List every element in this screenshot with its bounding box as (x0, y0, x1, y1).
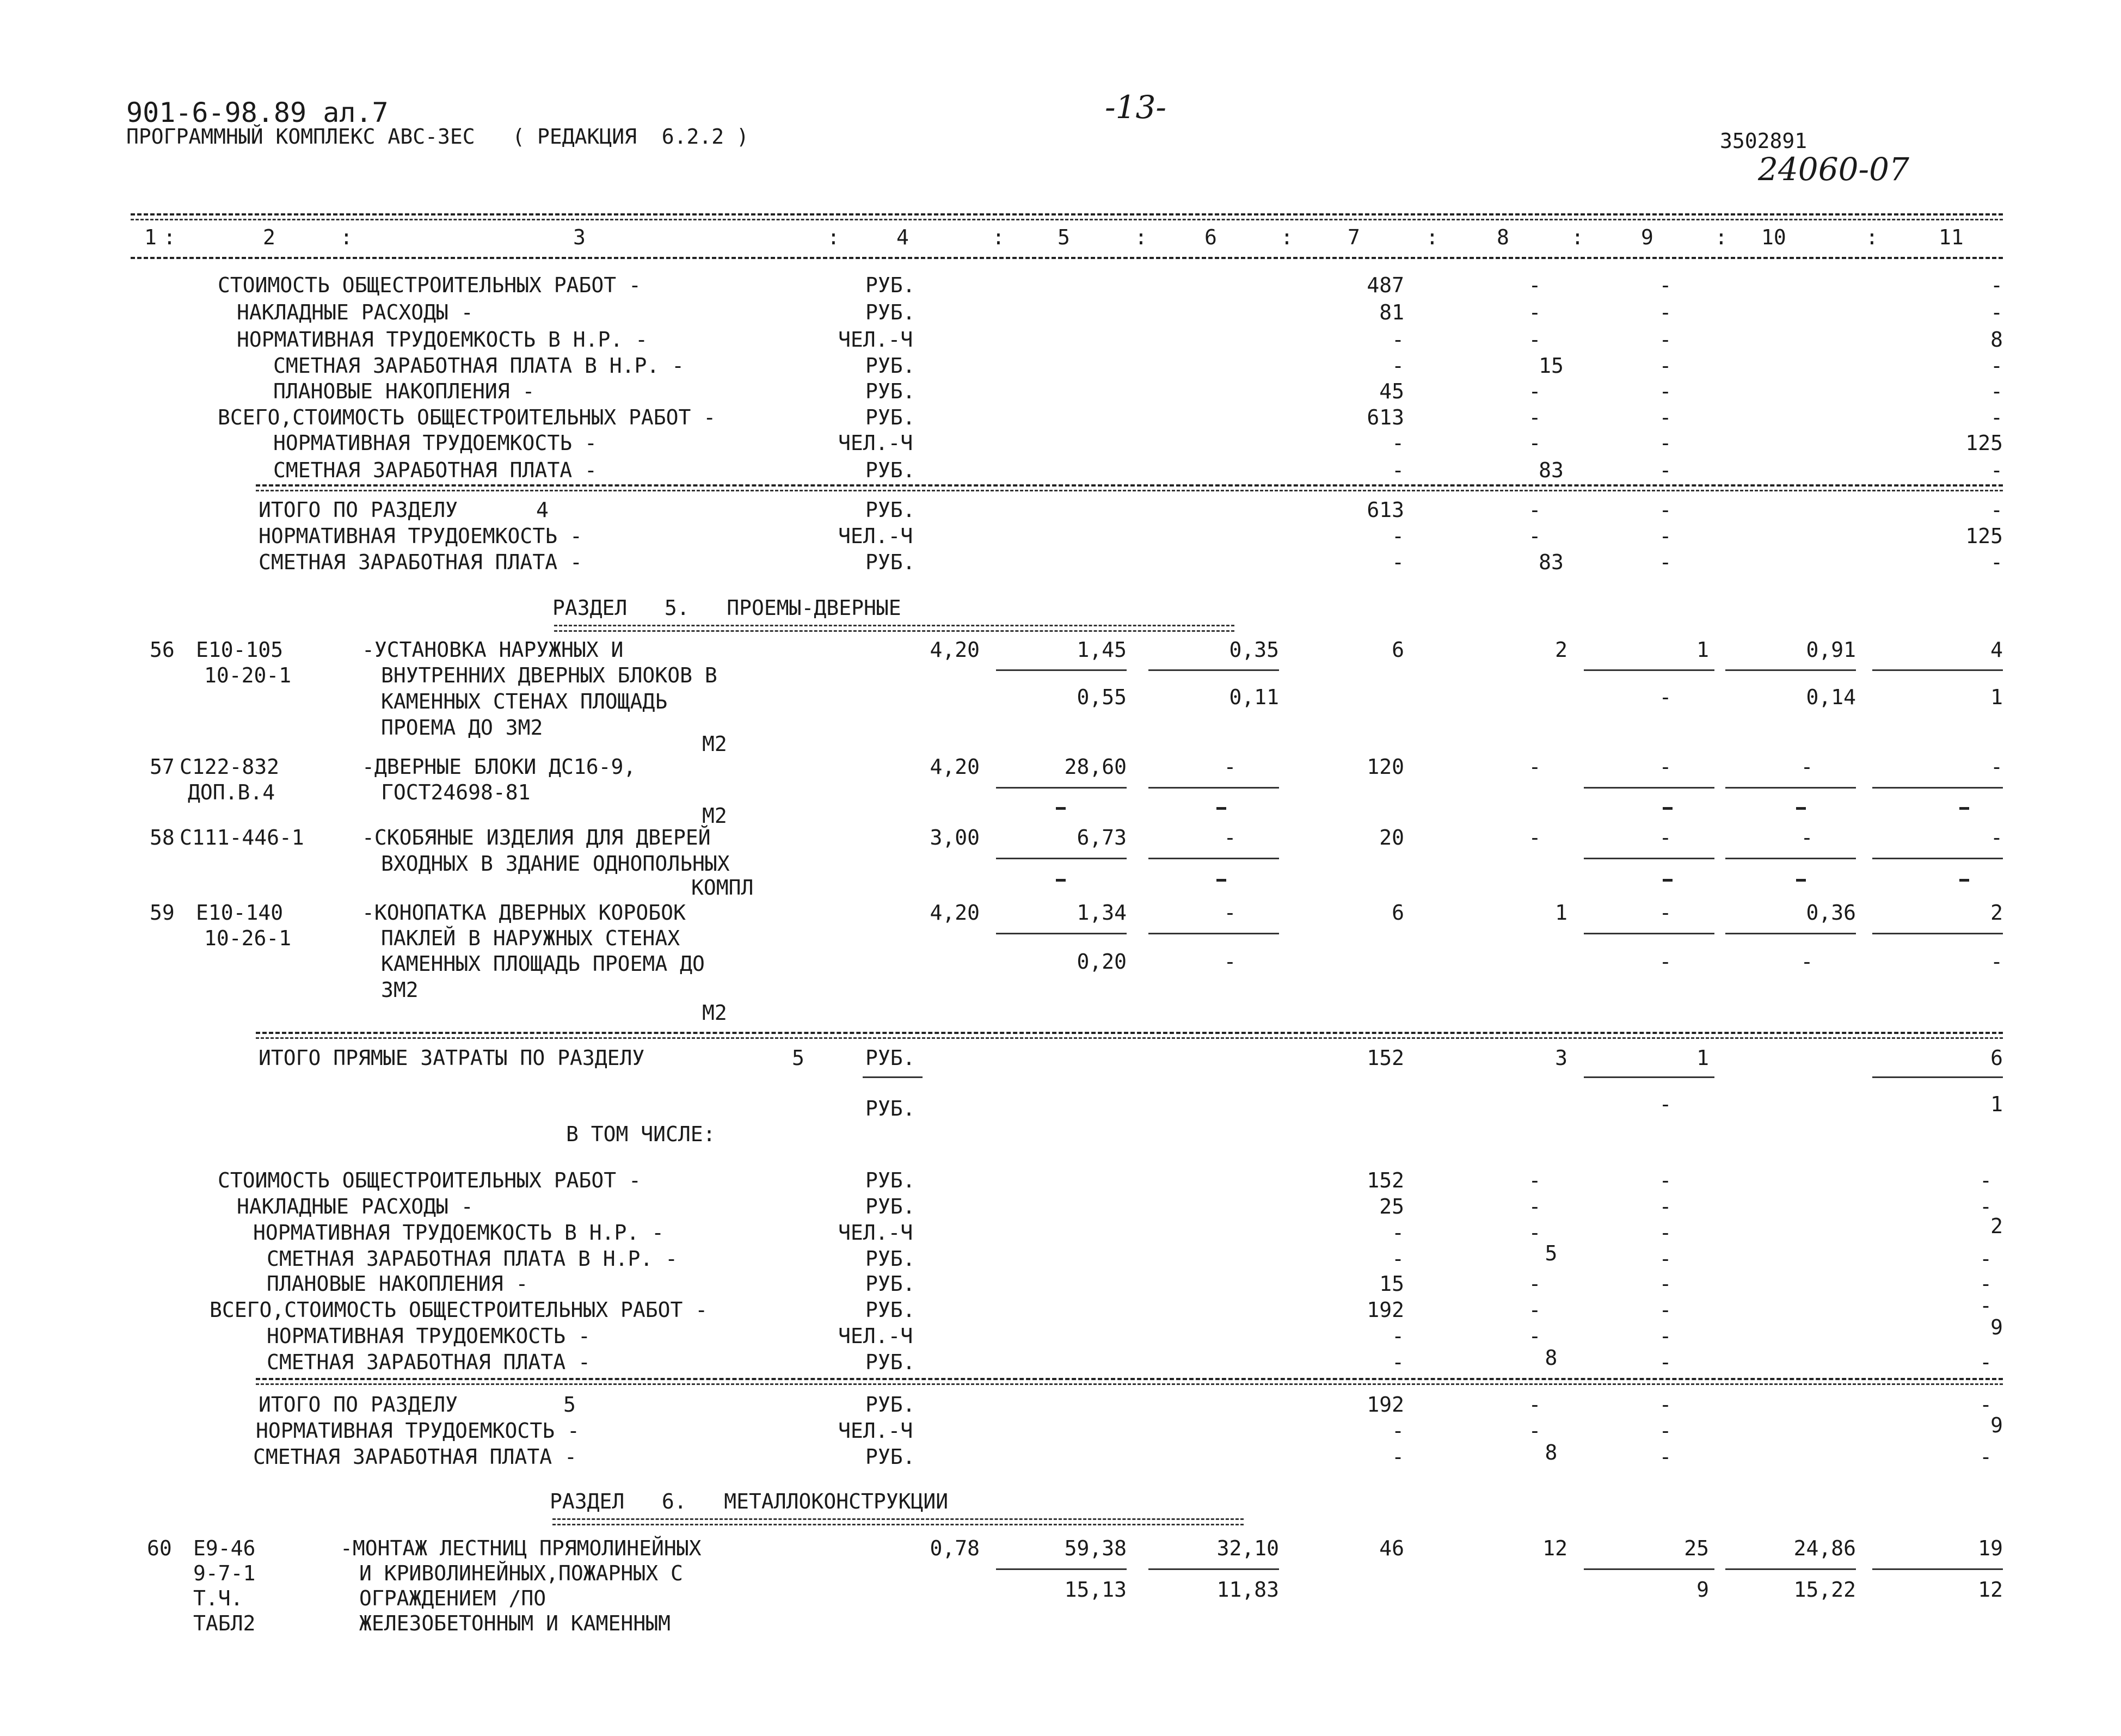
cell-c5: 28,60 (1064, 755, 1127, 779)
row-unit: РУБ. (865, 1298, 915, 1322)
item-text: ЖЕЛЕЗОБЕТОННЫМ И КАМЕННЫМ (359, 1611, 671, 1635)
item-number: 59 (150, 901, 175, 925)
row-label: ВСЕГО,СТОИМОСТЬ ОБЩЕСТРОИТЕЛЬНЫХ РАБОТ - (218, 405, 716, 429)
cell-c10: 24,86 (1793, 1536, 1856, 1560)
doc-code: 901-6-98.89 ал.7 (126, 97, 389, 128)
col-1: 1 (144, 225, 157, 249)
cell-c8: - (1528, 405, 1541, 429)
item-text: КАМЕННЫХ ПЛОЩАДЬ ПРОЕМА ДО (381, 952, 705, 976)
row-unit: РУБ. (865, 1168, 915, 1192)
col-7: 7 (1348, 225, 1360, 249)
cell-c9: - (1659, 1272, 1672, 1296)
cell-c10b: 0,14 (1806, 685, 1856, 709)
section-number: 4 (536, 498, 549, 522)
cell-c8: 15 (1539, 354, 1564, 378)
direct5-top-rule (256, 1032, 2003, 1034)
item-number: 56 (150, 638, 175, 662)
item-code: С122-832 (180, 755, 280, 779)
cell-c6: - (1224, 901, 1237, 925)
row-label: ИТОГО ПРЯМЫЕ ЗАТРАТЫ ПО РАЗДЕЛУ (259, 1046, 645, 1070)
cell-c9: - (1659, 458, 1672, 482)
cell-c9: - (1659, 379, 1672, 403)
cell-c7: 6 (1392, 638, 1404, 662)
cell-c8: - (1528, 1419, 1541, 1443)
including-label: В ТОМ ЧИСЛЕ: (566, 1122, 716, 1146)
cell-c9: - (1659, 755, 1672, 779)
cell-c8: 83 (1539, 458, 1564, 482)
cell-c7: - (1392, 550, 1404, 574)
row-unit: ЧЕЛ.-Ч (838, 1221, 913, 1245)
cell-c11: - (1990, 826, 2003, 849)
cell-c11b: 1 (1990, 685, 2003, 709)
col-2: 2 (263, 225, 275, 249)
row-label: НОРМАТИВНАЯ ТРУДОЕМКОСТЬ - (259, 524, 582, 548)
cell-c8: - (1528, 1393, 1541, 1417)
cell-c8: 2 (1555, 638, 1567, 662)
page-number: -13- (1105, 89, 1166, 126)
item-text: ОГРАЖДЕНИЕМ /ПО (359, 1586, 546, 1610)
item-text: ГОСТ24698-81 (381, 780, 531, 804)
cell-c7: 192 (1367, 1393, 1404, 1417)
cell-c8: - (1528, 1324, 1541, 1348)
cell-c9b: - (1659, 685, 1672, 709)
section6-underline (552, 1518, 1244, 1520)
cell-c8: - (1528, 524, 1541, 548)
row-unit: ЧЕЛ.-Ч (838, 431, 913, 455)
row-label: НАКЛАДНЫЕ РАСХОДЫ - (237, 300, 474, 324)
cell-c9: - (1659, 300, 1672, 324)
cell-c9: - (1659, 273, 1672, 297)
col-5: 5 (1058, 225, 1070, 249)
cell-c8: 12 (1542, 1536, 1567, 1560)
cell-c9: - (1659, 524, 1672, 548)
cell-c7: - (1392, 1221, 1404, 1245)
cell-c9: - (1659, 1393, 1672, 1417)
cell-c5b: 15,13 (1064, 1578, 1127, 1602)
item-code-3: Т.Ч. (193, 1586, 243, 1610)
totals4-top-rule-2 (256, 490, 2003, 491)
cell-c11: 8 (1990, 328, 2003, 352)
cell-c9: - (1659, 1298, 1672, 1322)
cell-c7: 15 (1379, 1272, 1404, 1296)
cell-c9: - (1659, 1195, 1672, 1218)
row-label: ИТОГО ПО РАЗДЕЛУ (259, 498, 458, 522)
item-code-2: 9-7-1 (193, 1561, 256, 1585)
section-number: 5 (792, 1046, 804, 1070)
cell-c7: 120 (1367, 755, 1404, 779)
cell-c11: - (1990, 755, 2003, 779)
cell-c7: 20 (1379, 826, 1404, 849)
col-6: 6 (1204, 225, 1217, 249)
cell-c11b: - (1990, 950, 2003, 974)
cell-c8: - (1528, 1298, 1541, 1322)
cell-c6b: 11,83 (1216, 1578, 1279, 1602)
cell-c7: 45 (1379, 379, 1404, 403)
cell-c9: 1 (1696, 638, 1709, 662)
cell-c11: - (1990, 379, 2003, 403)
row-unit: РУБ. (865, 1445, 915, 1469)
row-label: НОРМАТИВНАЯ ТРУДОЕМКОСТЬ - (256, 1419, 580, 1443)
row-unit: ЧЕЛ.-Ч (838, 524, 913, 548)
table-top-rule (131, 213, 2003, 216)
row-label: НАКЛАДНЫЕ РАСХОДЫ - (237, 1195, 474, 1218)
cell-c7: - (1392, 354, 1404, 378)
cell-c9: 1 (1696, 1046, 1709, 1070)
row-label: СТОИМОСТЬ ОБЩЕСТРОИТЕЛЬНЫХ РАБОТ - (218, 1168, 641, 1192)
cell-c9: - (1659, 354, 1672, 378)
cell-c6: 32,10 (1216, 1536, 1279, 1560)
item-number: 57 (150, 755, 175, 779)
row-label: СМЕТНАЯ ЗАРАБОТНАЯ ПЛАТА В Н.Р. - (267, 1247, 678, 1271)
cell-c10: - (1800, 755, 1813, 779)
cell-c11: 9 (1990, 1413, 2003, 1437)
row-label: ПЛАНОВЫЕ НАКОПЛЕНИЯ - (267, 1272, 528, 1296)
item-number: 58 (150, 826, 175, 849)
cell-c11: 125 (1965, 431, 2003, 455)
cell-c7: - (1392, 1445, 1404, 1469)
item-code-2: 10-26-1 (204, 926, 292, 950)
item-text: -СКОБЯНЫЕ ИЗДЕЛИЯ ДЛЯ ДВЕРЕЙ (362, 826, 711, 849)
cell-c8: - (1528, 1168, 1541, 1192)
cell-c9: 25 (1684, 1536, 1709, 1560)
item-text: ВХОДНЫХ В ЗДАНИЕ ОДНОПОЛЬНЫХ (381, 852, 730, 876)
totals5-top-rule (256, 1378, 2003, 1380)
cell-c8: - (1528, 379, 1541, 403)
header-bottom-rule (131, 257, 2003, 259)
cell-c6b: - (1224, 950, 1237, 974)
program-title: ПРОГРАММНЫЙ КОМПЛЕКС АВС-3ЕС ( РЕДАКЦИЯ 6.2.2 ) (126, 125, 749, 149)
cell-c8: 8 (1545, 1346, 1558, 1370)
cell-c4: 0,78 (930, 1536, 980, 1560)
item-code-4: ТАБЛ2 (193, 1611, 256, 1635)
cell-c8: - (1528, 1195, 1541, 1218)
cell-c11: 9 (1990, 1315, 2003, 1339)
cell-c9b: 9 (1696, 1578, 1709, 1602)
cell-c6: - (1224, 755, 1237, 779)
cell-c11b: 12 (1978, 1578, 2003, 1602)
cell-c9: - (1659, 1419, 1672, 1443)
cell-c7: - (1392, 1350, 1404, 1374)
cell-c11: 2 (1990, 901, 2003, 925)
row-unit: РУБ. (865, 498, 915, 522)
row-label: ВСЕГО,СТОИМОСТЬ ОБЩЕСТРОИТЕЛЬНЫХ РАБОТ - (210, 1298, 708, 1322)
totals5-top-rule-2 (256, 1383, 2003, 1385)
cell-c9: - (1659, 1247, 1672, 1271)
col-11: 11 (1939, 225, 1964, 249)
cell-c4: 3,00 (930, 826, 980, 849)
item-text: ВНУТРЕННИХ ДВЕРНЫХ БЛОКОВ В (381, 663, 717, 687)
cell-c7: 152 (1367, 1046, 1404, 1070)
row-label: ИТОГО ПО РАЗДЕЛУ (259, 1393, 458, 1417)
cell-c11: 19 (1978, 1536, 2003, 1560)
section5-title: РАЗДЕЛ 5. ПРОЕМЫ-ДВЕРНЫЕ (552, 596, 901, 620)
section6-underline-2 (552, 1524, 1244, 1525)
cell-c6: - (1224, 826, 1237, 849)
row-unit: ЧЕЛ.-Ч (838, 1419, 913, 1443)
cell-c7: - (1392, 524, 1404, 548)
cell-c11: - (1990, 550, 2003, 574)
cell-c8: - (1528, 273, 1541, 297)
col-9: 9 (1641, 225, 1653, 249)
row-unit: РУБ. (865, 1350, 915, 1374)
cell-c5: 1,45 (1077, 638, 1127, 662)
cell-c7: 6 (1392, 901, 1404, 925)
cell-c8: - (1528, 1272, 1541, 1296)
item-text: 3М2 (381, 978, 419, 1002)
cell-c9: - (1659, 1168, 1672, 1192)
table-top-rule-2 (131, 219, 2003, 220)
cell-c4: 4,20 (930, 638, 980, 662)
cell-c7: 46 (1379, 1536, 1404, 1560)
item-unit: М2 (702, 732, 727, 756)
item-text: ПРОЕМА ДО 3М2 (381, 716, 543, 740)
cell-c8: - (1528, 826, 1541, 849)
item-code: Е10-140 (196, 901, 284, 925)
cell-c5: 1,34 (1077, 901, 1127, 925)
cell-c8: 8 (1545, 1440, 1558, 1464)
cell-c9b: - (1659, 950, 1672, 974)
item-unit: М2 (702, 804, 727, 828)
item-text: -ДВЕРНЫЕ БЛОКИ ДС16-9, (362, 755, 636, 779)
item-code: Е10-105 (196, 638, 284, 662)
row-label: СТОИМОСТЬ ОБЩЕСТРОИТЕЛЬНЫХ РАБОТ - (218, 273, 641, 297)
cell-c7: - (1392, 1419, 1404, 1443)
section5-underline (554, 625, 1234, 626)
cell-c7: 192 (1367, 1298, 1404, 1322)
cell-c6: 0,35 (1229, 638, 1279, 662)
item-code: Е9-46 (193, 1536, 256, 1560)
cell-c5: 6,73 (1077, 826, 1127, 849)
row-unit-2: РУБ. (865, 1097, 915, 1121)
cell-c9: - (1659, 826, 1672, 849)
row-label: СМЕТНАЯ ЗАРАБОТНАЯ ПЛАТА - (259, 550, 582, 574)
cell-c5b: 0,20 (1077, 950, 1127, 974)
cell-c11: - (1979, 1168, 1992, 1192)
handwritten-number: 24060-07 (1758, 151, 1909, 188)
cell-c6b: 0,11 (1229, 685, 1279, 709)
item-text: -КОНОПАТКА ДВЕРНЫХ КОРОБОК (362, 901, 686, 925)
cell-c9: - (1659, 1324, 1672, 1348)
cell-c11: 125 (1965, 524, 2003, 548)
cell-c11: - (1990, 273, 2003, 297)
cell-c9: - (1659, 1445, 1672, 1469)
cell-c11: - (1979, 1445, 1992, 1469)
row-label: СМЕТНАЯ ЗАРАБОТНАЯ ПЛАТА - (253, 1445, 577, 1469)
cell-c7: 81 (1379, 300, 1404, 324)
item-text: И КРИВОЛИНЕЙНЫХ,ПОЖАРНЫХ С (359, 1561, 683, 1585)
cell-c8: 3 (1555, 1046, 1567, 1070)
section-number: 5 (563, 1393, 576, 1417)
cell-c11: - (1979, 1272, 1992, 1296)
cell-c9: - (1659, 1221, 1672, 1245)
cell-c8: - (1528, 1221, 1541, 1245)
row-unit: РУБ. (865, 1393, 915, 1417)
cell-c7: - (1392, 328, 1404, 352)
row-label: НОРМАТИВНАЯ ТРУДОЕМКОСТЬ В Н.Р. - (237, 328, 648, 352)
cell-c8: - (1528, 300, 1541, 324)
item-number: 60 (147, 1536, 172, 1560)
cell-c7: 613 (1367, 405, 1404, 429)
cell-c10: - (1800, 826, 1813, 849)
section6-title: РАЗДЕЛ 6. МЕТАЛЛОКОНСТРУКЦИИ (550, 1489, 949, 1513)
cell-c9: - (1659, 901, 1672, 925)
cell-c11: - (1979, 1393, 1992, 1417)
doc-number: 3502891 (1720, 129, 1808, 153)
row-unit: РУБ. (865, 273, 915, 297)
row-unit: РУБ. (865, 1195, 915, 1218)
cell-c8: - (1528, 431, 1541, 455)
cell-c7: - (1392, 431, 1404, 455)
row-label: НОРМАТИВНАЯ ТРУДОЕМКОСТЬ - (267, 1324, 591, 1348)
row-unit: РУБ. (865, 1046, 915, 1070)
item-code-2: 10-20-1 (204, 663, 292, 687)
cell-c10b: 15,22 (1793, 1578, 1856, 1602)
cell-c9: - (1659, 405, 1672, 429)
cell-c11: - (1979, 1195, 1992, 1218)
cell-c4: 4,20 (930, 901, 980, 925)
row-unit: РУБ. (865, 458, 915, 482)
cell-c9: - (1659, 498, 1672, 522)
cell-c11b: 1 (1990, 1092, 2003, 1116)
cell-c5b: 0,55 (1077, 685, 1127, 709)
cell-c10: 0,91 (1806, 638, 1856, 662)
item-text: -УСТАНОВКА НАРУЖНЫХ И (362, 638, 624, 662)
cell-c8: - (1528, 498, 1541, 522)
cell-c7: 487 (1367, 273, 1404, 297)
row-label: СМЕТНАЯ ЗАРАБОТНАЯ ПЛАТА - (273, 458, 597, 482)
cell-c4: 4,20 (930, 755, 980, 779)
cell-c8: - (1528, 755, 1541, 779)
cell-c9: - (1659, 431, 1672, 455)
cell-c11: 2 (1990, 1214, 2003, 1238)
row-unit: РУБ. (865, 550, 915, 574)
cell-c7: 152 (1367, 1168, 1404, 1192)
cell-c9: - (1659, 1350, 1672, 1374)
col-4: 4 (896, 225, 909, 249)
row-label: ПЛАНОВЫЕ НАКОПЛЕНИЯ - (273, 379, 535, 403)
cell-c11: 4 (1990, 638, 2003, 662)
cell-c9: - (1659, 328, 1672, 352)
row-unit: РУБ. (865, 1272, 915, 1296)
cell-c11: - (1990, 498, 2003, 522)
cell-c9: - (1659, 550, 1672, 574)
row-label: НОРМАТИВНАЯ ТРУДОЕМКОСТЬ - (273, 431, 597, 455)
item-unit: КОМПЛ (691, 876, 754, 900)
row-unit: РУБ. (865, 379, 915, 403)
cell-c7: - (1392, 1247, 1404, 1271)
row-label: СМЕТНАЯ ЗАРАБОТНАЯ ПЛАТА В Н.Р. - (273, 354, 684, 378)
row-unit: ЧЕЛ.-Ч (838, 1324, 913, 1348)
item-text: ПАКЛЕЙ В НАРУЖНЫХ СТЕНАХ (381, 926, 680, 950)
cell-c9b: - (1659, 1092, 1672, 1116)
cell-c11: - (1990, 458, 2003, 482)
cell-c7: 25 (1379, 1195, 1404, 1218)
cell-c11: - (1990, 354, 2003, 378)
col-10: 10 (1761, 225, 1786, 249)
item-text: -МОНТАЖ ЛЕСТНИЦ ПРЯМОЛИНЕЙНЫХ (340, 1536, 702, 1560)
col-3: 3 (573, 225, 586, 249)
item-code: С111-446-1 (180, 826, 304, 849)
section5-underline-2 (554, 630, 1234, 632)
item-code-2: ДОП.В.4 (188, 780, 275, 804)
cell-c11: - (1979, 1294, 1992, 1318)
cell-c11: - (1990, 405, 2003, 429)
row-label: СМЕТНАЯ ЗАРАБОТНАЯ ПЛАТА - (267, 1350, 591, 1374)
cell-c11: - (1979, 1247, 1992, 1271)
cell-c8: 5 (1545, 1241, 1558, 1265)
cell-c8: 1 (1555, 901, 1567, 925)
row-unit: РУБ. (865, 405, 915, 429)
item-text: КАМЕННЫХ СТЕНАХ ПЛОЩАДЬ (381, 690, 668, 713)
cell-c11: - (1979, 1350, 1992, 1374)
cell-c8: - (1528, 328, 1541, 352)
col-8: 8 (1497, 225, 1509, 249)
cell-c5: 59,38 (1064, 1536, 1127, 1560)
totals4-top-rule (256, 484, 2003, 487)
cell-c11: 6 (1990, 1046, 2003, 1070)
row-unit: РУБ. (865, 300, 915, 324)
cell-c8: 83 (1539, 550, 1564, 574)
row-unit: РУБ. (865, 354, 915, 378)
cell-c11: - (1990, 300, 2003, 324)
direct5-top-rule-2 (256, 1037, 2003, 1039)
cell-c7: 613 (1367, 498, 1404, 522)
cell-c10b: - (1800, 950, 1813, 974)
cell-c7: - (1392, 1324, 1404, 1348)
item-unit: М2 (702, 1001, 727, 1025)
row-label: НОРМАТИВНАЯ ТРУДОЕМКОСТЬ В Н.Р. - (253, 1221, 664, 1245)
row-unit: ЧЕЛ.-Ч (838, 328, 913, 352)
cell-c10: 0,36 (1806, 901, 1856, 925)
cell-c7: - (1392, 458, 1404, 482)
row-unit: РУБ. (865, 1247, 915, 1271)
